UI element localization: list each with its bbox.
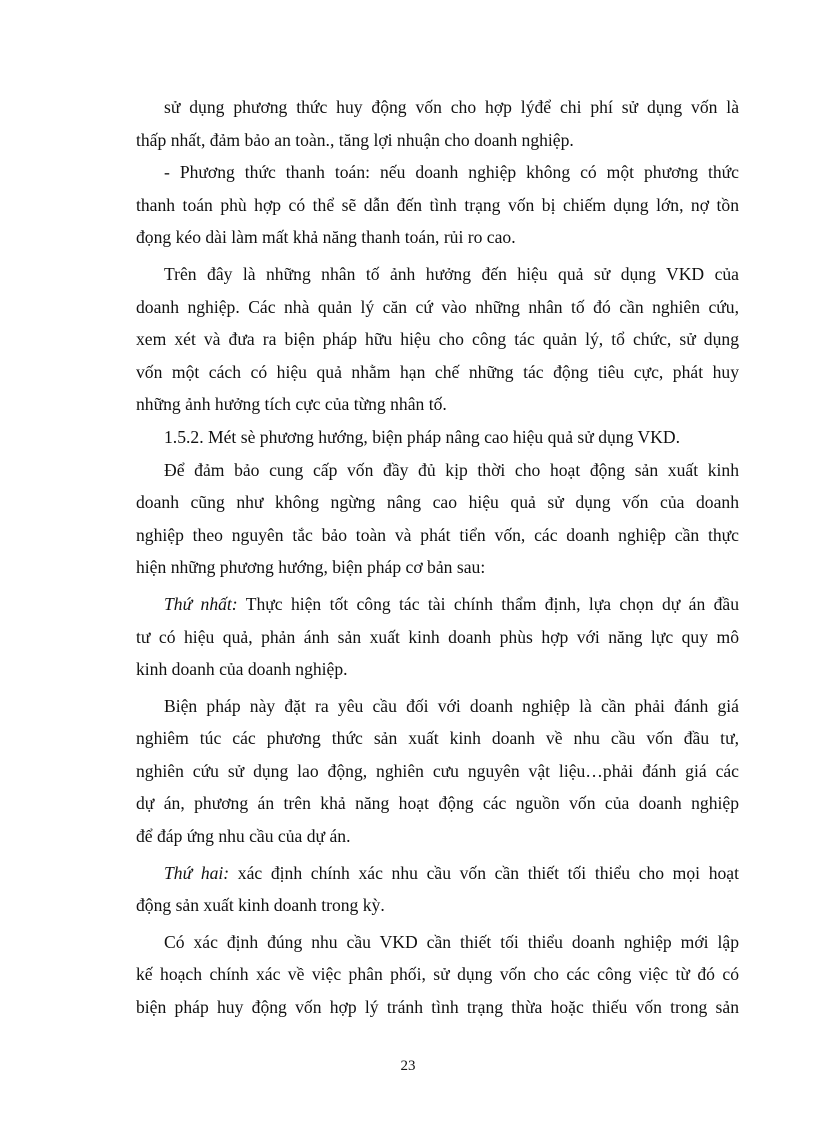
text-line: Để đảm bảo cung cấp vốn đầy đủ kịp thời cho hoạt động sản xuất kinh [164,459,739,480]
page-number: 23 [400,1058,416,1074]
text-line: tư có hiệu quả, phản ánh sản xuất kinh doanh phùs hợp với năng lực quy mô [136,626,739,647]
text-line: động sản xuất kinh doanh trong kỳ. [136,895,385,916]
lead-in: Thứ nhất: [164,593,238,614]
paragraph [136,91,739,156]
paragraph [136,258,739,421]
body-text [136,91,739,1024]
text-line: vốn một cách có hiệu quả nhằm hạn chế những tác động tiêu cực, phát huy [136,361,739,382]
paragraph [136,690,739,853]
text-line: hiện những phương hướng, biện pháp cơ bản sau: [136,557,486,578]
paragraph [136,156,739,254]
text-line: những ảnh hưởng tích cực của từng nhân tố. [136,394,447,415]
text-line: thanh toán phù hợp có thể sẽ dẫn đến tình trạng vốn bị chiếm dụng lớn, nợ tồn [136,194,739,215]
text-line: Biện pháp này đặt ra yêu cầu đối với doanh nghiệp là cần phải đánh giá [164,695,739,716]
lead-in: Thứ hai: [164,862,230,883]
text-span: xác định chính xác nhu cầu vốn cần thiết tối thiểu cho mọi hoạt [229,862,739,883]
paragraph [136,857,739,922]
text-span: Thực hiện tốt công tác tài chính thẩm định, lựa chọn dự án đầu [237,593,739,614]
text-line: Trên đây là những nhân tố ảnh hưởng đến hiệu quả sử dụng VKD của [164,263,739,284]
text-line: - Phương thức thanh toán: nếu doanh nghiệp không có một phương thức [164,162,739,183]
text-line: biện pháp huy động vốn hợp lý tránh tình trạng thừa hoặc thiếu vốn trong sản [136,997,739,1018]
text-line: đọng kéo dài làm mất khả năng thanh toán, rủi ro cao. [136,227,516,248]
text-line [136,857,739,890]
text-line: để đáp ứng nhu cầu của dự án. [136,826,351,847]
text-line: kinh doanh của doanh nghiệp. [136,659,348,680]
text-line: sử dụng phương thức huy động vốn cho hợp lýđể chi phí sử dụng vốn là [164,97,739,117]
paragraph [136,926,739,1024]
paragraph [136,454,739,584]
text-line [136,588,739,621]
text-line: Có xác định đúng nhu cầu VKD cần thiết tối thiểu doanh nghiệp mới lập [164,931,739,952]
text-line: nghiên cứu sử dụng lao động, nghiên cưu nguyên vật liệu…phải đánh giá các [136,760,739,781]
text-line: doanh nghiệp. Các nhà quản lý căn cứ vào những nhân tố đó cần nghiên cứu, [136,296,739,317]
text-line: xem xét và đưa ra biện pháp hữu hiệu cho công tác quản lý, tổ chức, sử dụng [136,329,739,350]
text-line: nghiệp theo nguyên tắc bảo toàn và phát tiển vốn, các doanh nghiệp cần thực [136,524,739,545]
text-line: doanh cũng như không ngừng nâng cao hiệu quả sử dụng vốn của doanh [136,492,739,513]
text-line: kế hoạch chính xác về việc phân phối, sử dụng vốn cho các công việc từ đó có [136,964,739,985]
text-line: thấp nhất, đảm bảo an toàn., tăng lợi nhuận cho doanh nghiệp. [136,129,574,150]
text-line: 1.5.2. Mét sè phương hướng, biện pháp nâng cao hiệu quả sử dụng VKD. [164,426,680,447]
section-heading [136,421,739,454]
text-line: dự án, phương án trên khả năng hoạt động các nguồn vốn của doanh nghiệp [136,793,739,814]
paragraph [136,588,739,686]
text-line: nghiêm túc các phương thức sản xuất kinh doanh về nhu cầu vốn đầu tư, [136,728,739,749]
